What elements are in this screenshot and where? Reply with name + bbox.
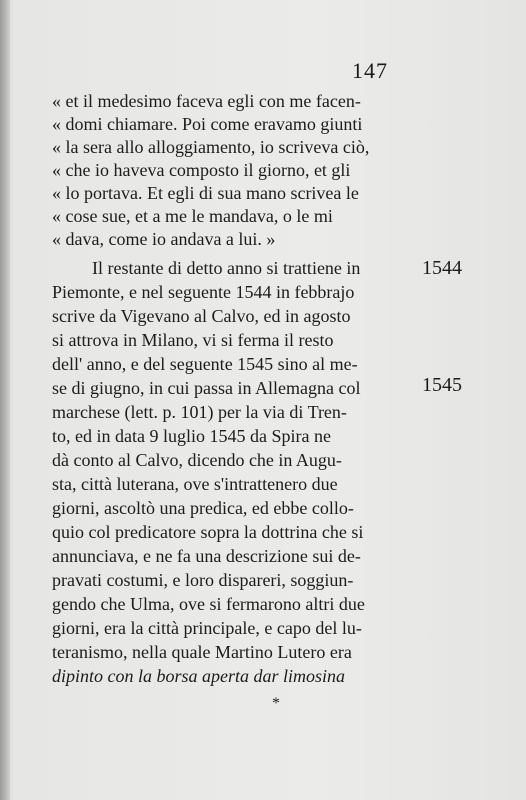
margin-year: 1544 (422, 257, 462, 279)
body-line: gendo che Ulma, ove si fermarono altri due (52, 594, 365, 614)
body-line: annunciava, e ne fa una descrizione sui de- (52, 546, 361, 566)
body-line: Piemonte, e nel seguente 1544 in febbrajo (52, 282, 355, 302)
quote-line: « et il medesimo faceva egli con me facen- (52, 91, 361, 111)
page-gutter-shadow (0, 0, 10, 800)
quote-line: « dava, come io andava a lui. » (52, 229, 276, 249)
body-line: si attrova in Milano, vi si ferma il resto (52, 330, 334, 350)
quote-line: « lo portava. Et egli di sua mano scrivea le (52, 183, 359, 203)
page-number: 147 (352, 58, 388, 83)
signature-mark: * (272, 695, 280, 712)
quote-line: « cose sue, et a me le mandava, o le mi (52, 206, 333, 226)
body-line: marchese (lett. p. 101) per la via di Tren- (52, 402, 347, 422)
quote-line: « la sera allo alloggiamento, io scriveva ciò, (52, 137, 370, 157)
body-line: dà conto al Calvo, dicendo che in Augu- (52, 450, 342, 470)
margin-year: 1545 (422, 374, 462, 396)
body-line: dipinto con la borsa aperta dar limosina (52, 666, 346, 686)
body-line: scrive da Vigevano al Calvo, ed in agosto (52, 306, 351, 326)
body-line: to, ed in data 9 luglio 1545 da Spira ne (52, 426, 331, 446)
quote-line: « domi chiamare. Poi come eravamo giunti (52, 114, 363, 134)
body-line: sta, città luterana, ove s'intrattenero due (52, 474, 338, 494)
quote-line: « che io haveva composto il giorno, et gli (52, 160, 351, 180)
body-line: se di giugno, in cui passa in Allemagna col (52, 378, 361, 398)
body-line: dell' anno, e del seguente 1545 sino al me- (52, 354, 358, 374)
body-line: giorni, ascoltò una predica, ed ebbe collo- (52, 498, 354, 518)
body-line: pravati costumi, e loro dispareri, soggiun- (52, 570, 354, 590)
body-line: teranismo, nella quale Martino Lutero era (52, 642, 352, 662)
body-line: Il restante di detto anno si trattiene in (92, 258, 361, 278)
body-line: quio col predicatore sopra la dottrina che si (52, 522, 364, 542)
body-line: giorni, era la città principale, e capo del lu- (52, 618, 362, 638)
